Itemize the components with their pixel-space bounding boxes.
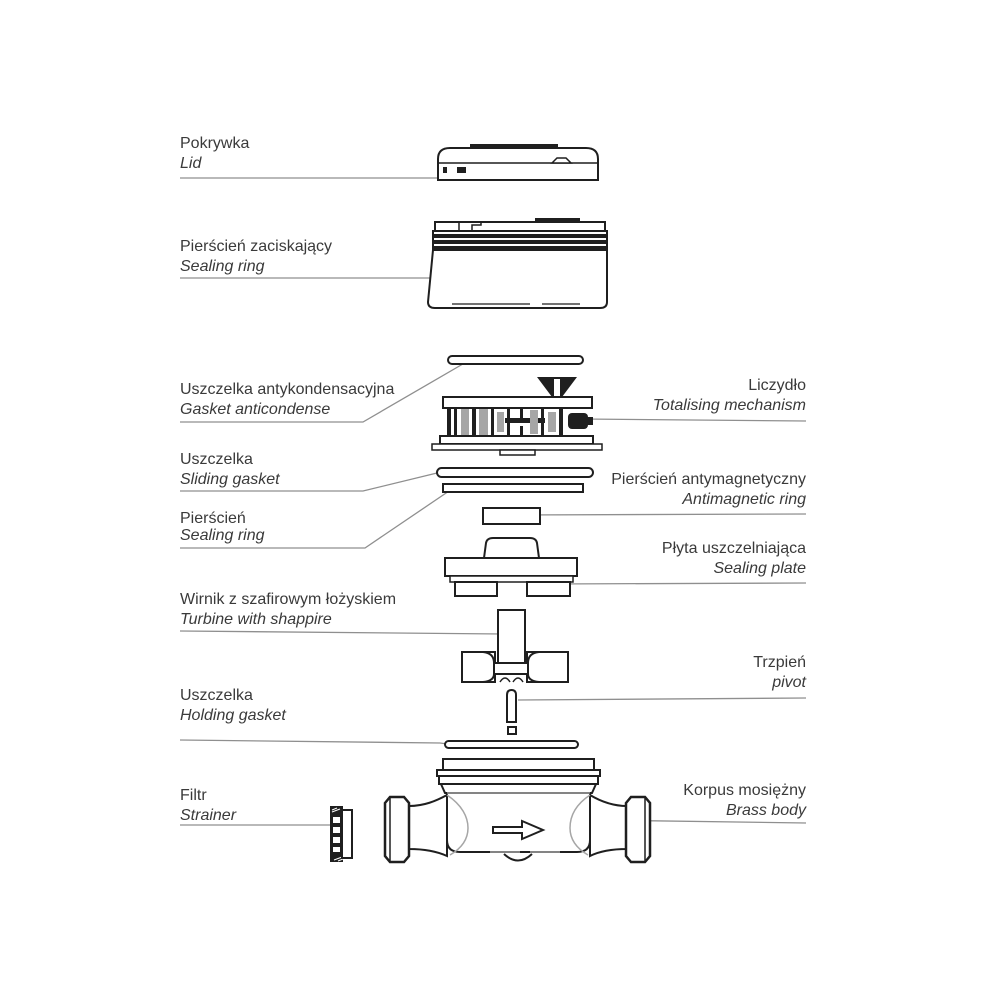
label-clamping-ring-pl: Pierścień zaciskający	[180, 238, 333, 255]
label-turbine-pl: Wirnik z szafirowym łożyskiem	[180, 591, 397, 608]
label-lid-pl: Pokrywka	[180, 135, 250, 152]
label-pivot-pl: Trzpień	[753, 654, 806, 671]
sealing-plate-drawing	[445, 538, 577, 596]
label-sealing-plate	[662, 539, 806, 579]
label-sealing-ring-pl: Pierścień	[180, 510, 246, 527]
label-sealing-ring-en: Sealing ring	[180, 527, 265, 544]
label-sliding-gasket-en: Sliding gasket	[180, 471, 280, 488]
brass-body-drawing	[385, 759, 650, 862]
label-sliding-gasket-pl: Uszczelka	[180, 451, 253, 468]
holding-gasket-drawing	[445, 741, 578, 748]
label-brass-body-pl: Korpus mosiężny	[683, 782, 806, 799]
label-sealing-plate-en: Sealing plate	[713, 560, 806, 577]
label-totaliser-pl: Liczydło	[748, 377, 806, 394]
antimagnetic-ring-drawing	[483, 508, 540, 524]
label-lid	[180, 134, 249, 174]
label-sealing-plate-pl: Płyta uszczelniająca	[661, 540, 806, 557]
label-clamping-ring-en: Sealing ring	[180, 258, 265, 275]
strainer-drawing	[330, 806, 352, 862]
label-anticondensation-gasket-en: Gasket anticondense	[180, 401, 331, 418]
label-turbine	[180, 590, 396, 630]
pivot-drawing	[507, 690, 516, 734]
label-strainer-pl: Filtr	[180, 787, 207, 804]
label-sealing-ring	[180, 510, 265, 544]
label-holding-gasket-en: Holding gasket	[180, 707, 286, 724]
lid-drawing	[438, 144, 598, 180]
label-totaliser	[653, 376, 806, 416]
sealing-ring-drawing	[443, 484, 583, 492]
sliding-gasket-drawing	[437, 468, 593, 477]
label-pivot-en: pivot	[772, 674, 806, 691]
label-brass-body-en: Brass body	[725, 802, 806, 819]
label-totaliser-en: Totalising mechanism	[652, 397, 806, 414]
anticondensation-gasket-drawing	[448, 356, 583, 364]
label-strainer-en: Strainer	[180, 807, 237, 824]
clamping-ring-drawing	[428, 218, 607, 308]
label-brass-body	[683, 781, 806, 821]
label-holding-gasket	[180, 686, 286, 726]
label-anticondensation-gasket	[180, 380, 394, 420]
label-pivot	[753, 653, 806, 693]
label-lid-en: Lid	[180, 155, 202, 172]
label-anticondensation-gasket-pl: Uszczelka antykondensacyjna	[180, 381, 395, 398]
totalising-mechanism-drawing	[432, 377, 602, 455]
label-holding-gasket-pl: Uszczelka	[180, 687, 253, 704]
label-strainer	[180, 786, 236, 826]
label-turbine-en: Turbine with shappire	[180, 611, 332, 628]
gear-train	[447, 408, 593, 436]
label-antimagnetic-ring	[611, 470, 806, 510]
label-antimagnetic-ring-en: Antimagnetic ring	[682, 491, 806, 508]
turbine-drawing	[462, 610, 568, 682]
label-antimagnetic-ring-pl: Pierścień antymagnetyczny	[611, 471, 806, 488]
label-clamping-ring	[180, 237, 332, 277]
label-sliding-gasket	[180, 450, 280, 490]
